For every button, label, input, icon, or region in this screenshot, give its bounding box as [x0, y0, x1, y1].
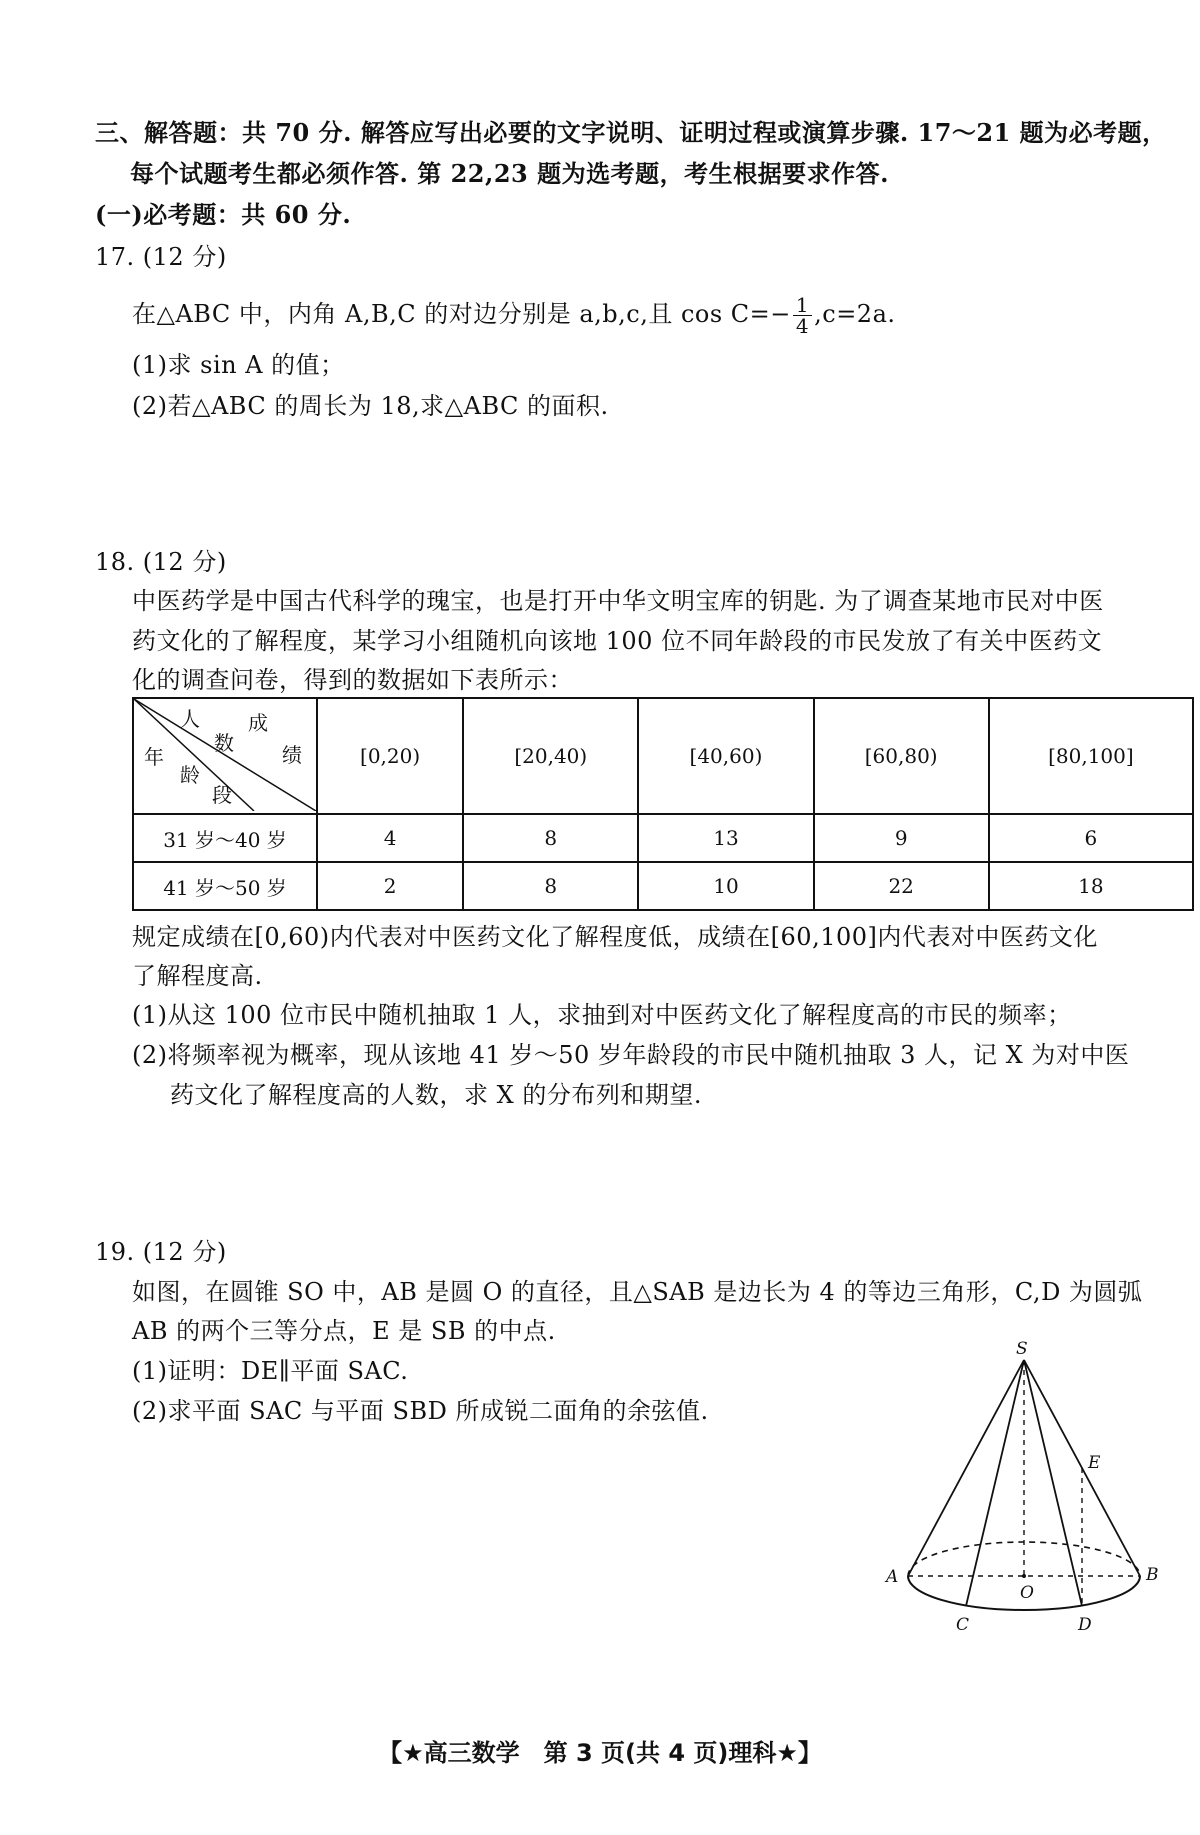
q18-intro2: 药文化的了解程度，某学习小组随机向该地 100 位不同年龄段的市民发放了有关中医药文: [132, 627, 1103, 655]
q18-intro1: 中医药学是中国古代科学的瑰宝，也是打开中华文明宝库的钥匙. 为了调查某地市民对中医: [132, 587, 1104, 615]
table-cell: 9: [814, 814, 989, 862]
q18-rule2: 了解程度高.: [132, 962, 263, 990]
col-header: [40,60): [638, 698, 813, 814]
table-cell: 2: [317, 862, 463, 910]
q17-stem-b: ,c=2a.: [814, 300, 896, 328]
col-header: [80,100]: [989, 698, 1193, 814]
label-a: A: [886, 1567, 899, 1587]
table-row: [133, 862, 1193, 910]
row-label: 41 岁～50 岁: [133, 862, 317, 910]
corner-score2: 绩: [282, 743, 302, 767]
label-d: D: [1078, 1615, 1092, 1635]
part-heading: (一)必考题：共 60 分.: [95, 200, 352, 229]
cone-figure: [870, 1340, 1170, 1640]
q17-frac-den: 4: [795, 314, 810, 338]
label-e: E: [1088, 1453, 1101, 1473]
q19-part1: (1)证明：DE∥平面 SAC.: [132, 1357, 409, 1385]
score-table: [132, 697, 1194, 911]
label-b: B: [1146, 1565, 1159, 1585]
edge-sd: [1024, 1360, 1082, 1606]
section-heading-line1: 三、解答题：共 70 分. 解答应写出必要的文字说明、证明过程或演算步骤. 17～21 题为必考题，: [95, 118, 1167, 147]
q18-part1: (1)从这 100 位市民中随机抽取 1 人，求抽到对中医药文化了解程度高的市民的频率；: [132, 1001, 1072, 1029]
edge-sc: [966, 1360, 1024, 1606]
col-header: [60,80): [814, 698, 989, 814]
q19-intro1: 如图，在圆锥 SO 中，AB 是圆 O 的直径，且△SAB 是边长为 4 的等边三角形，C,D 为圆弧: [132, 1278, 1143, 1306]
q17-stem-a: 在△ABC 中，内角 A,B,C 的对边分别是 a,b,c,且 cos C=−: [132, 300, 791, 328]
corner-score1: 成: [248, 711, 268, 735]
center-point-o: [1022, 1574, 1026, 1578]
corner-count2: 数: [214, 731, 234, 755]
col-header: [20,40): [463, 698, 638, 814]
col-header: [0,20): [317, 698, 463, 814]
label-c: C: [956, 1615, 970, 1635]
q18-intro3: 化的调查问卷，得到的数据如下表所示：: [132, 666, 573, 694]
q17-number: 17. (12 分): [95, 243, 227, 271]
page-footer: 【★高三数学 第 3 页(共 4 页)理科★】: [378, 1739, 822, 1767]
section-heading-line2: 每个试题考生都必须作答. 第 22,23 题为选考题，考生根据要求作答.: [130, 159, 889, 188]
q18-part2a: (2)将频率视为概率，现从该地 41 岁～50 岁年龄段的市民中随机抽取 3 人，记 X 为对中医: [132, 1041, 1130, 1069]
q17-frac-num: 1: [793, 295, 812, 316]
score-table-corner-cell: [133, 698, 317, 814]
q17-part1: (1)求 sin A 的值；: [132, 351, 345, 379]
label-s: S: [1016, 1340, 1028, 1359]
table-cell: 6: [989, 814, 1193, 862]
table-cell: 10: [638, 862, 813, 910]
corner-age2: 龄: [180, 763, 200, 787]
table-cell: 8: [463, 862, 638, 910]
corner-count1: 人: [180, 707, 200, 731]
q19-part2: (2)求平面 SAC 与平面 SBD 所成锐二面角的余弦值.: [132, 1397, 709, 1425]
edge-sa: [908, 1360, 1024, 1576]
table-cell: 22: [814, 862, 989, 910]
corner-age1: 年: [144, 745, 164, 769]
q17-part2: (2)若△ABC 的周长为 18,求△ABC 的面积.: [132, 392, 609, 420]
q18-part2b: 药文化了解程度高的人数，求 X 的分布列和期望.: [170, 1081, 702, 1109]
q17-fraction: [793, 295, 812, 336]
table-cell: 8: [463, 814, 638, 862]
label-o: O: [1020, 1583, 1034, 1603]
table-cell: 18: [989, 862, 1193, 910]
table-cell: 4: [317, 814, 463, 862]
q17-stem: [132, 295, 896, 336]
q19-intro2: AB 的两个三等分点，E 是 SB 的中点.: [132, 1317, 556, 1345]
corner-age3: 段: [212, 783, 232, 807]
q19-number: 19. (12 分): [95, 1238, 227, 1266]
score-table-header-row: [133, 698, 1193, 814]
table-cell: 13: [638, 814, 813, 862]
q18-rule1: 规定成绩在[0,60)内代表对中医药文化了解程度低，成绩在[60,100]内代表对中医药文化: [132, 923, 1098, 951]
q18-number: 18. (12 分): [95, 548, 227, 576]
table-row: [133, 814, 1193, 862]
row-label: 31 岁～40 岁: [133, 814, 317, 862]
